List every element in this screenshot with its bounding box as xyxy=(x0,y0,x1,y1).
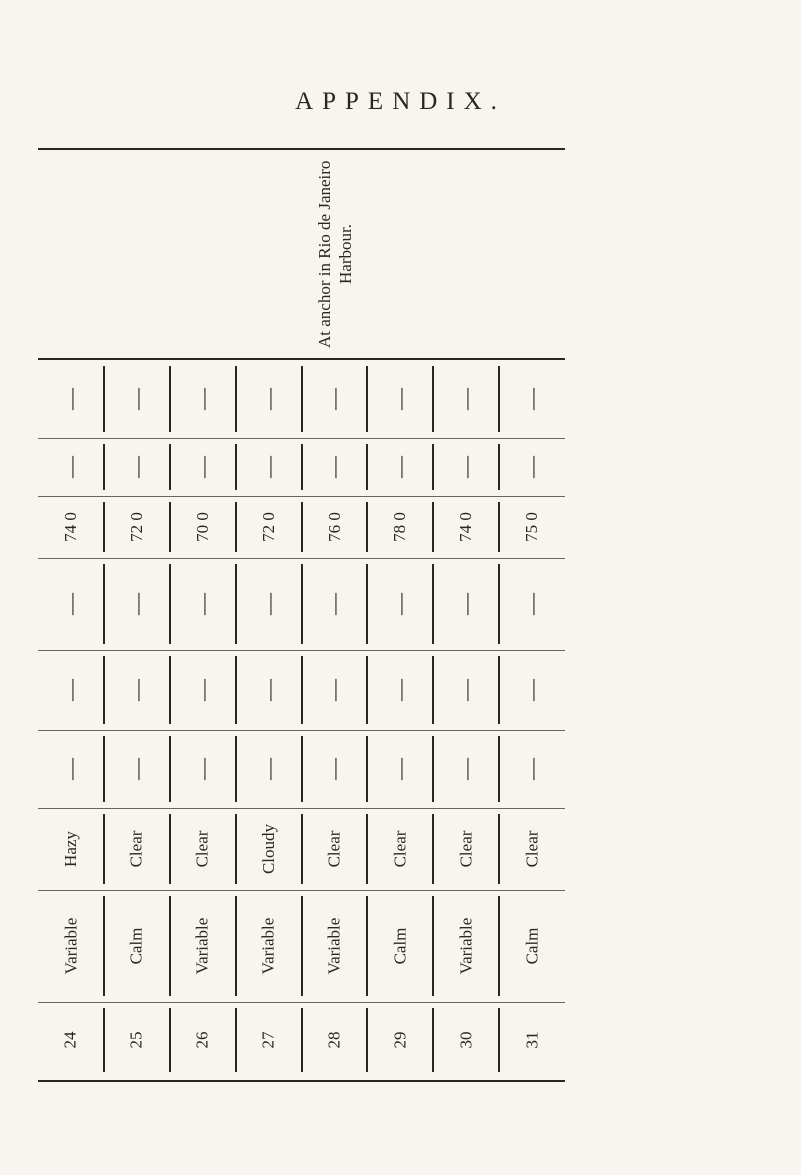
temperature-value: 72 0 xyxy=(258,512,278,542)
column-rule xyxy=(235,896,237,996)
column-rule xyxy=(498,896,500,996)
col-e-cell xyxy=(302,360,368,438)
col-a-cell xyxy=(104,730,170,808)
temperature-row xyxy=(38,496,565,559)
temperature-cell xyxy=(367,496,433,558)
weather-cell xyxy=(170,808,236,890)
wind-value: Variable xyxy=(324,917,344,975)
date-value: 27 xyxy=(258,1031,278,1049)
page-heading: APPENDIX. xyxy=(295,88,506,115)
temperature-value: 76 0 xyxy=(324,512,344,542)
column-rule xyxy=(103,564,105,644)
temperature-cell xyxy=(104,496,170,558)
col-c-cell xyxy=(236,558,302,650)
weather-value: Clear xyxy=(192,830,212,868)
column-rule xyxy=(432,1008,434,1072)
column-rule xyxy=(432,366,434,432)
col-a-value: — xyxy=(519,758,545,780)
wind-cell xyxy=(302,890,368,1002)
col-b-cell xyxy=(367,650,433,730)
col-a-value: — xyxy=(453,758,479,780)
date-cell xyxy=(236,1002,302,1078)
column-rule xyxy=(103,1008,105,1072)
col-d-cell xyxy=(499,438,565,496)
temperature-cell xyxy=(236,496,302,558)
weather-table xyxy=(38,148,565,1082)
wind-cell xyxy=(433,890,499,1002)
weather-value: Clear xyxy=(126,830,146,868)
col-a-cell xyxy=(367,730,433,808)
col-c-cell xyxy=(170,558,236,650)
col-c-cell xyxy=(367,558,433,650)
temperature-value: 74 0 xyxy=(456,512,476,542)
col-e-value: — xyxy=(57,388,83,410)
column-rule xyxy=(103,896,105,996)
col-c-value: — xyxy=(519,593,545,615)
col-e-cell xyxy=(38,360,104,438)
column-rule xyxy=(498,444,500,490)
column-rule xyxy=(301,502,303,552)
col-d-cell xyxy=(236,438,302,496)
date-cell xyxy=(367,1002,433,1078)
date-value: 29 xyxy=(390,1031,410,1049)
col-b-cell xyxy=(433,650,499,730)
col-e-cell xyxy=(499,360,565,438)
date-cell xyxy=(499,1002,565,1078)
weather-cell xyxy=(499,808,565,890)
column-rule xyxy=(169,736,171,802)
temperature-cell xyxy=(499,496,565,558)
column-rule xyxy=(169,814,171,884)
col-c-cell xyxy=(499,558,565,650)
column-rule xyxy=(169,656,171,724)
column-rule xyxy=(169,366,171,432)
note-band xyxy=(38,150,565,360)
col-b-value: — xyxy=(123,679,149,701)
column-rule xyxy=(301,736,303,802)
col-d-value: — xyxy=(123,456,149,478)
col-a-cell xyxy=(302,730,368,808)
column-rule xyxy=(169,1008,171,1072)
date-cell xyxy=(38,1002,104,1078)
dash-row xyxy=(38,360,565,439)
col-a-value: — xyxy=(189,758,215,780)
temperature-value: 75 0 xyxy=(522,512,542,542)
column-rule xyxy=(169,502,171,552)
temperature-value: 74 0 xyxy=(60,512,80,542)
col-c-cell xyxy=(104,558,170,650)
col-e-value: — xyxy=(189,388,215,410)
col-c-value: — xyxy=(453,593,479,615)
column-rule xyxy=(498,366,500,432)
temperature-cell xyxy=(302,496,368,558)
weather-value: Clear xyxy=(324,830,344,868)
col-c-value: — xyxy=(255,593,281,615)
weather-cell xyxy=(433,808,499,890)
col-b-value: — xyxy=(189,679,215,701)
temperature-cell xyxy=(433,496,499,558)
temperature-value: 72 0 xyxy=(126,512,146,542)
column-rule xyxy=(366,736,368,802)
col-d-cell xyxy=(170,438,236,496)
wind-cell xyxy=(236,890,302,1002)
col-a-cell xyxy=(499,730,565,808)
wind-value: Variable xyxy=(192,917,212,975)
column-rule xyxy=(301,1008,303,1072)
data-grid xyxy=(38,360,565,1078)
col-b-cell xyxy=(170,650,236,730)
date-value: 26 xyxy=(192,1031,212,1049)
column-rule xyxy=(235,564,237,644)
column-rule xyxy=(103,814,105,884)
date-value: 24 xyxy=(60,1031,80,1049)
wind-cell xyxy=(104,890,170,1002)
col-e-cell xyxy=(367,360,433,438)
weather-cell xyxy=(367,808,433,890)
wind-value: Variable xyxy=(60,917,80,975)
column-rule xyxy=(301,896,303,996)
col-a-value: — xyxy=(321,758,347,780)
wind-value: Variable xyxy=(456,917,476,975)
wind-row xyxy=(38,890,565,1003)
temperature-cell xyxy=(170,496,236,558)
column-rule xyxy=(301,366,303,432)
column-rule xyxy=(366,896,368,996)
column-rule xyxy=(235,366,237,432)
weather-value: Clear xyxy=(390,830,410,868)
column-rule xyxy=(235,502,237,552)
col-e-cell xyxy=(236,360,302,438)
col-a-cell xyxy=(236,730,302,808)
col-e-value: — xyxy=(321,388,347,410)
col-a-cell xyxy=(433,730,499,808)
column-rule xyxy=(301,656,303,724)
temperature-value: 70 0 xyxy=(192,512,212,542)
col-d-cell xyxy=(367,438,433,496)
col-c-value: — xyxy=(57,593,83,615)
column-rule xyxy=(366,366,368,432)
column-rule xyxy=(366,814,368,884)
weather-cell xyxy=(302,808,368,890)
col-d-value: — xyxy=(255,456,281,478)
col-d-cell xyxy=(104,438,170,496)
column-rule xyxy=(498,736,500,802)
column-rule xyxy=(498,502,500,552)
weather-value: Clear xyxy=(522,830,542,868)
date-row xyxy=(38,1002,565,1078)
col-d-cell xyxy=(38,438,104,496)
col-e-value: — xyxy=(519,388,545,410)
column-rule xyxy=(103,656,105,724)
col-d-value: — xyxy=(519,456,545,478)
column-rule xyxy=(169,896,171,996)
col-a-cell xyxy=(170,730,236,808)
col-a-value: — xyxy=(255,758,281,780)
column-rule xyxy=(432,656,434,724)
col-e-value: — xyxy=(387,388,413,410)
column-rule xyxy=(301,564,303,644)
weather-value: Clear xyxy=(456,830,476,868)
column-rule xyxy=(432,736,434,802)
col-b-cell xyxy=(104,650,170,730)
col-c-cell xyxy=(38,558,104,650)
column-rule xyxy=(235,444,237,490)
col-c-value: — xyxy=(123,593,149,615)
dash-row xyxy=(38,558,565,651)
col-d-value: — xyxy=(321,456,347,478)
column-rule xyxy=(235,736,237,802)
date-value: 30 xyxy=(456,1031,476,1049)
column-rule xyxy=(366,656,368,724)
col-a-value: — xyxy=(123,758,149,780)
temperature-cell xyxy=(38,496,104,558)
column-rule xyxy=(235,814,237,884)
col-e-value: — xyxy=(123,388,149,410)
date-value: 31 xyxy=(522,1031,542,1049)
date-cell xyxy=(302,1002,368,1078)
col-d-cell xyxy=(302,438,368,496)
column-rule xyxy=(366,502,368,552)
wind-value: Calm xyxy=(522,927,542,965)
column-rule xyxy=(498,656,500,724)
col-e-value: — xyxy=(255,388,281,410)
col-b-value: — xyxy=(519,679,545,701)
col-e-value: — xyxy=(453,388,479,410)
column-rule xyxy=(103,502,105,552)
column-rule xyxy=(169,444,171,490)
anchor-note: At anchor in Rio de Janeiro Harbour. xyxy=(315,160,355,348)
col-b-value: — xyxy=(321,679,347,701)
column-rule xyxy=(432,814,434,884)
wind-cell xyxy=(499,890,565,1002)
col-d-value: — xyxy=(387,456,413,478)
col-b-cell xyxy=(236,650,302,730)
column-rule xyxy=(366,564,368,644)
col-c-value: — xyxy=(387,593,413,615)
date-value: 28 xyxy=(324,1031,344,1049)
col-e-cell xyxy=(170,360,236,438)
col-c-cell xyxy=(433,558,499,650)
col-c-cell xyxy=(302,558,368,650)
column-rule xyxy=(301,444,303,490)
weather-cell xyxy=(104,808,170,890)
column-rule xyxy=(103,736,105,802)
col-e-cell xyxy=(104,360,170,438)
col-d-value: — xyxy=(57,456,83,478)
weather-value: Hazy xyxy=(60,831,80,867)
col-d-value: — xyxy=(189,456,215,478)
weather-row xyxy=(38,808,565,891)
wind-value: Calm xyxy=(126,927,146,965)
col-b-cell xyxy=(302,650,368,730)
column-rule xyxy=(235,656,237,724)
date-value: 25 xyxy=(126,1031,146,1049)
weather-cell xyxy=(236,808,302,890)
col-a-value: — xyxy=(387,758,413,780)
col-c-value: — xyxy=(189,593,215,615)
column-rule xyxy=(235,1008,237,1072)
column-rule xyxy=(103,444,105,490)
column-rule xyxy=(498,814,500,884)
col-d-cell xyxy=(433,438,499,496)
col-b-value: — xyxy=(387,679,413,701)
col-b-value: — xyxy=(255,679,281,701)
dash-row xyxy=(38,438,565,497)
column-rule xyxy=(498,564,500,644)
col-d-value: — xyxy=(453,456,479,478)
wind-value: Calm xyxy=(390,927,410,965)
column-rule xyxy=(498,1008,500,1072)
wind-cell xyxy=(367,890,433,1002)
weather-value: Cloudy xyxy=(258,823,278,875)
column-rule xyxy=(432,564,434,644)
col-b-value: — xyxy=(57,679,83,701)
date-cell xyxy=(170,1002,236,1078)
wind-cell xyxy=(38,890,104,1002)
column-rule xyxy=(366,444,368,490)
col-a-cell xyxy=(38,730,104,808)
col-b-cell xyxy=(499,650,565,730)
col-b-cell xyxy=(38,650,104,730)
dash-row xyxy=(38,650,565,731)
column-rule xyxy=(301,814,303,884)
temperature-value: 78 0 xyxy=(390,512,410,542)
col-c-value: — xyxy=(321,593,347,615)
column-rule xyxy=(432,444,434,490)
column-rule xyxy=(169,564,171,644)
date-cell xyxy=(104,1002,170,1078)
col-e-cell xyxy=(433,360,499,438)
column-rule xyxy=(366,1008,368,1072)
column-rule xyxy=(432,502,434,552)
wind-cell xyxy=(170,890,236,1002)
col-a-value: — xyxy=(57,758,83,780)
wind-value: Variable xyxy=(258,917,278,975)
column-rule xyxy=(103,366,105,432)
dash-row xyxy=(38,730,565,809)
date-cell xyxy=(433,1002,499,1078)
col-b-value: — xyxy=(453,679,479,701)
weather-cell xyxy=(38,808,104,890)
column-rule xyxy=(432,896,434,996)
